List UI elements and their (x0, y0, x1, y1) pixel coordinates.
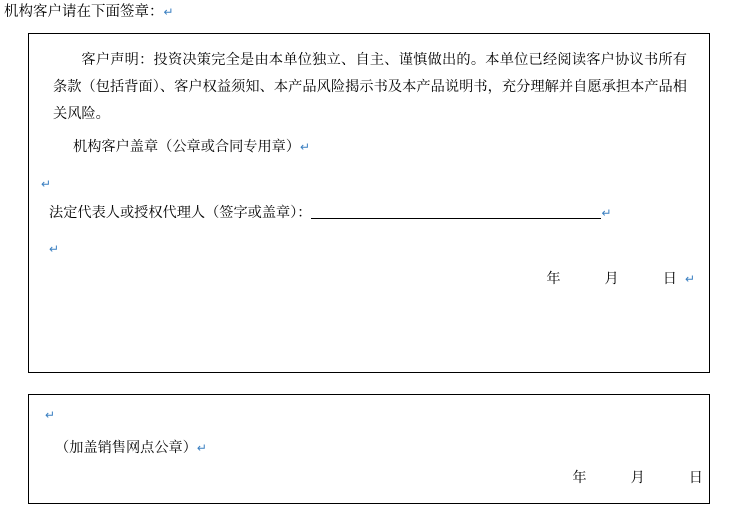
paragraph-mark-icon: ↵ (684, 272, 695, 286)
client-declaration-box (28, 33, 710, 373)
stamp-label: （加盖销售网点公章） (55, 440, 197, 456)
date-day-label: 日 (662, 271, 677, 287)
sales-outlet-stamp-box (28, 394, 710, 504)
date-line (546, 268, 695, 288)
date-year-label: 年 (546, 271, 561, 287)
stamp-date-day-label: 日 (688, 470, 703, 486)
paragraph-mark-icon: ↵ (163, 5, 174, 19)
page-title-text: 机构客户请在下面签章： (4, 4, 164, 20)
legal-rep-label: 法定代表人或授权代理人（签字或盖章）： (49, 205, 312, 221)
page-title (4, 2, 174, 22)
signature-rule[interactable] (311, 204, 601, 219)
stamp-label-line (55, 437, 207, 457)
date-month-label: 月 (604, 271, 619, 287)
stamp-date-month-label: 月 (630, 470, 645, 486)
paragraph-mark-icon: ↵ (49, 242, 60, 256)
paragraph-mark-icon: ↵ (41, 177, 52, 191)
declaration-paragraph: 客户声明：投资决策完全是由本单位独立、自主、谨慎做出的。本单位已经阅读客户协议书所有条款（包括背面）、客户权益须知、本产品风险揭示书及本产品说明书，充分理解并自愿承担本产品相关风险。 (53, 52, 687, 122)
legal-rep-line (49, 201, 612, 225)
stamp-date-year-label: 年 (572, 470, 587, 486)
org-seal-label: 机构客户盖章（公章或合同专用章） (73, 139, 301, 155)
org-seal-line (73, 135, 310, 159)
paragraph-mark-icon: ↵ (45, 408, 56, 422)
paragraph-mark-icon: ↵ (196, 441, 207, 455)
paragraph-mark-icon: ↵ (601, 206, 612, 220)
stamp-date-line (572, 467, 703, 487)
paragraph-mark-icon: ↵ (300, 140, 311, 154)
